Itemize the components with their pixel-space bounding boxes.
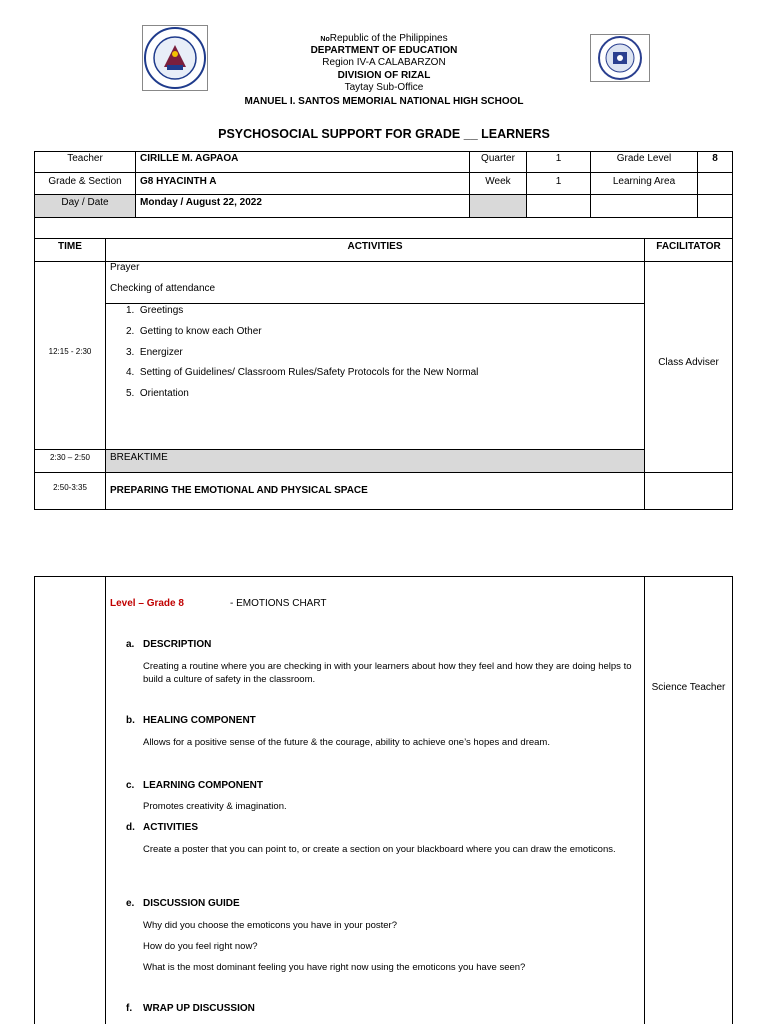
discussion-question-3: What is the most dominant feeling you have right now using the emoticons you have seen?	[143, 962, 526, 973]
list-item-text: Getting to know each Other	[139, 326, 262, 337]
section-d-letter: d.	[126, 822, 135, 833]
col-activities: ACTIVITIES	[347, 241, 403, 252]
section-b-text: Allows for a positive sense of the future & the courage, ability to achieve one’s hopes and dream.	[143, 737, 550, 748]
col-time: TIME	[58, 241, 82, 252]
row3-activity: PREPARING THE EMOTIONAL AND PHYSICAL SPACE	[110, 485, 368, 496]
facilitator-science-teacher: Science Teacher	[651, 682, 726, 693]
level-label: Level – Grade 8	[110, 598, 184, 609]
prayer-text: Prayer	[110, 262, 140, 273]
header-division: DIVISION OF RIZAL	[337, 70, 431, 81]
facilitator-class-adviser: Class Adviser	[658, 357, 719, 368]
week-label: Week	[485, 176, 511, 187]
header-suboffice: Taytay Sub-Office	[344, 82, 424, 93]
list-item	[126, 388, 189, 399]
header-region: Region IV-A CALABARZON	[322, 57, 446, 68]
attendance-text: Checking of attendance	[110, 283, 216, 294]
section-label: Grade & Section	[48, 176, 122, 187]
section-f-letter: f.	[126, 1003, 133, 1014]
row1-time: 12:15 - 2:30	[48, 347, 92, 356]
section-d-text: Create a poster that you can point to, or create a section on your blackboard where you can draw the emoticons.	[143, 844, 616, 855]
section-e-letter: e.	[126, 898, 135, 909]
list-number: 1.	[126, 305, 140, 316]
breaktime-text: BREAKTIME	[110, 452, 168, 463]
header-prefix: No	[320, 36, 330, 43]
col-facilitator: FACILITATOR	[656, 241, 721, 252]
list-item-text: Greetings	[139, 305, 184, 316]
section-e-heading: DISCUSSION GUIDE	[143, 898, 240, 909]
document-title: PSYCHOSOCIAL SUPPORT FOR GRADE __ LEARNERS	[218, 127, 550, 141]
date-value: Monday / August 22, 2022	[140, 197, 262, 208]
header-deped: DEPARTMENT OF EDUCATION	[310, 45, 458, 56]
learning-area-label: Learning Area	[612, 176, 676, 187]
section-a-text: Creating a routine where you are checking in with your learners about how they feel and how they are doing helps to build a culture of safety in the classroom.	[143, 661, 632, 685]
section-d-heading: ACTIVITIES	[143, 822, 199, 833]
teacher-value: CIRILLE M. AGPAOA	[140, 153, 239, 164]
grade-level-value: 8	[712, 153, 718, 164]
discussion-question-2: How do you feel right now?	[143, 941, 258, 952]
section-a-letter: a.	[126, 639, 135, 650]
list-item-text: Setting of Guidelines/ Classroom Rules/Safety Protocols for the New Normal	[139, 367, 479, 378]
header-republic: Republic of the Philippines	[329, 33, 448, 44]
list-item	[126, 367, 478, 378]
list-number: 4.	[126, 367, 140, 378]
list-item	[126, 305, 183, 316]
row3-time: 2:50-3:35	[53, 483, 87, 492]
section-b-heading: HEALING COMPONENT	[143, 715, 256, 726]
row2-time: 2:30 – 2:50	[49, 453, 91, 462]
section-f-heading: WRAP UP DISCUSSION	[143, 1003, 255, 1014]
section-c-letter: c.	[126, 780, 135, 791]
section-c-heading: LEARNING COMPONENT	[143, 780, 263, 791]
header-school: MANUEL I. SANTOS MEMORIAL NATIONAL HIGH SCHOOL	[244, 96, 524, 107]
date-label: Day / Date	[61, 197, 109, 208]
list-item	[126, 347, 183, 358]
quarter-value: 1	[555, 153, 562, 164]
grade-level-label: Grade Level	[616, 153, 672, 164]
discussion-question-1: Why did you choose the emoticons you have in your poster?	[143, 920, 398, 931]
list-number: 3.	[126, 347, 140, 358]
list-number: 2.	[126, 326, 140, 337]
section-value: G8 HYACINTH A	[140, 176, 217, 187]
section-a-heading: DESCRIPTION	[143, 639, 212, 650]
list-item-text: Orientation	[139, 388, 189, 399]
list-number: 5.	[126, 388, 140, 399]
section-c-text: Promotes creativity & imagination.	[143, 801, 287, 812]
week-value: 1	[555, 176, 562, 187]
teacher-label: Teacher	[67, 153, 103, 164]
list-item	[126, 326, 262, 337]
section-b-letter: b.	[126, 715, 135, 726]
level-desc: - EMOTIONS CHART	[230, 598, 327, 609]
list-item-text: Energizer	[139, 347, 183, 358]
quarter-label: Quarter	[481, 153, 515, 164]
